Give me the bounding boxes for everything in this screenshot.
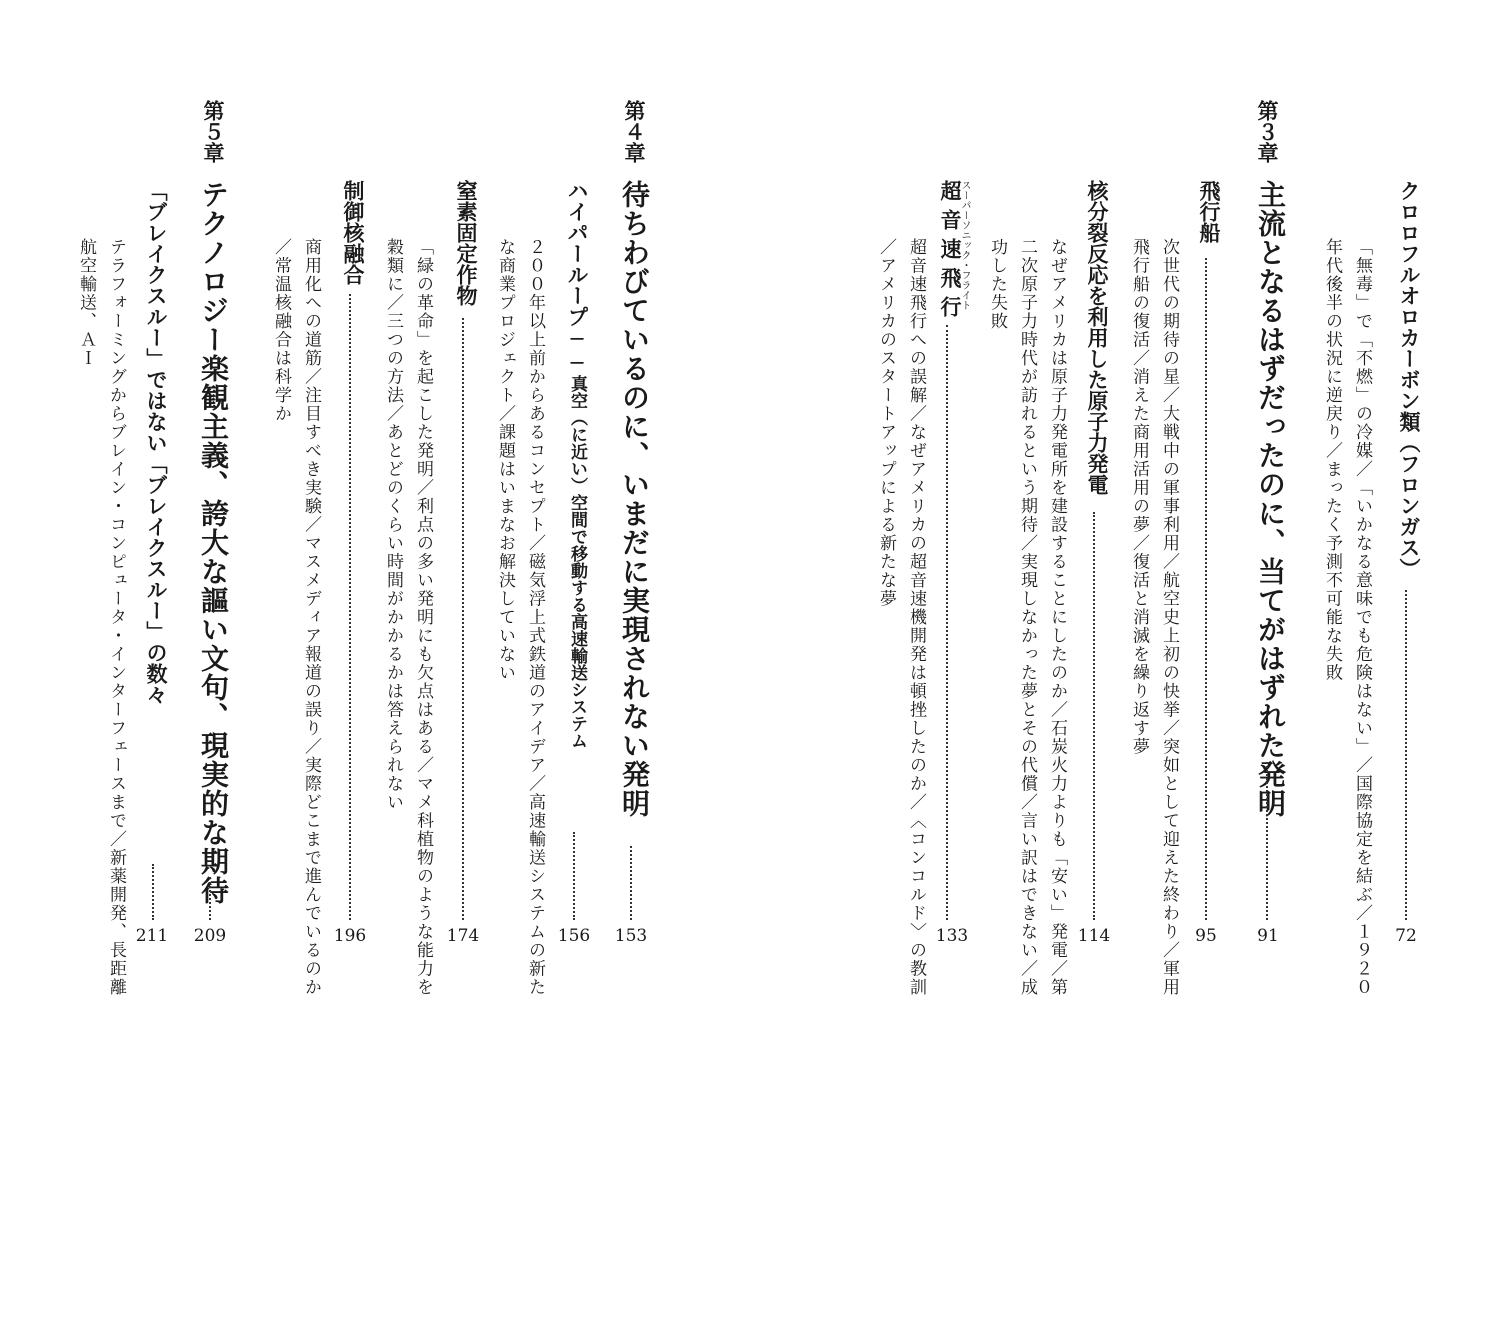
leader-dots	[152, 864, 154, 920]
section-desc-line: 功した失敗	[987, 238, 1007, 331]
page-number: 211	[135, 926, 169, 946]
section-desc-line: 航空輸送、ＡＩ	[76, 238, 96, 368]
section-desc-line: 穀類に／三つの方法／あとどのくらい時間がかかるかは答えられない	[383, 238, 403, 812]
section-desc-line: 「無毒」で「不燃」の冷媒／「いかなる意味でも危険はない」／国際協定を結ぶ／１９２０	[1352, 238, 1372, 997]
chapter-label: 第４章	[622, 100, 646, 163]
section-title-supersonic: 超音速飛行	[938, 180, 962, 325]
section-desc-line: な商業プロジェクト／課題はいまなお解決していない	[495, 238, 515, 682]
section-desc-line: 次世代の期待の星／大戦中の軍事利用／航空史上初の快挙／突如として迎えた終わり／軍用	[1159, 238, 1179, 997]
page-number: 114	[1077, 926, 1111, 946]
leader-dots	[1093, 512, 1095, 920]
leader-dots	[1405, 590, 1407, 920]
leader-dots	[349, 294, 351, 920]
leader-dots	[1266, 762, 1268, 920]
leader-dots	[462, 318, 464, 920]
page-number: 95	[1195, 926, 1217, 946]
page-number: 72	[1395, 926, 1417, 946]
section-desc-line: ２００年以上前からあるコンセプト／磁気浮上式鉄道のアイデア／高速輸送システムの新た	[525, 238, 545, 997]
chapter-label: 第５章	[201, 100, 225, 163]
page-number: 209	[193, 926, 227, 946]
section-desc-line: ／アメリカのスタートアップによる新たな夢	[876, 238, 896, 608]
section-desc-line: 二次原子力時代が訪れるという期待／実現しなかった夢とその代償／言い訳はできない／成	[1017, 238, 1037, 997]
section-title-nuclear-fission: 核分裂反応を利用した原子力発電	[1085, 180, 1109, 495]
page-number: 91	[1257, 926, 1279, 946]
section-title-sub: 真空（に近い）空間で移動する高速輸送システム	[567, 375, 587, 749]
page-number: 174	[446, 926, 480, 946]
leader-dots	[209, 877, 211, 920]
section-title-cfc: クロロフルオロカーボン類（フロンガス）	[1397, 180, 1421, 579]
section-title-breakthroughs: 「ブレイクスルー」ではない「ブレイクスルー」の数々	[144, 180, 168, 705]
leader-dots	[573, 832, 575, 920]
page-number: 153	[614, 926, 648, 946]
section-title-main: ハイパーループ──	[565, 180, 589, 375]
leader-dots	[946, 325, 948, 920]
chapter-title: テクノロジー楽観主義、誇大な謳い文句、現実的な期待	[197, 180, 230, 905]
section-title-nitrogen-fixing-crops: 窒素固定作物	[454, 180, 478, 306]
section-desc-line: 年代後半の状況に逆戻り／まったく予測不可能な失敗	[1322, 238, 1342, 682]
chapter-label: 第３章	[1255, 100, 1279, 163]
section-title-controlled-fusion: 制御核融合	[341, 180, 365, 285]
section-title-ruby: スーパーソニック・フライト	[959, 180, 970, 310]
section-desc-line: 飛行船の復活／消えた商用活用の夢／復活と消滅を繰り返す夢	[1129, 238, 1149, 756]
chapter-title: 待ちわびているのに、いまだに実現されない発明	[618, 180, 651, 818]
section-desc-line: ／常温核融合は科学か	[271, 238, 291, 423]
leader-dots	[630, 846, 632, 920]
leader-dots	[1205, 258, 1207, 920]
section-desc-line: テラフォーミングからブレイン・コンピュータ・インターフェースまで／新薬開発、長距離	[106, 238, 126, 997]
page-number: 156	[557, 926, 591, 946]
section-desc-line: 商用化への道筋／注目すべき実験／マスメディア報道の誤り／実際どこまで進んでいるのか	[301, 238, 321, 997]
section-title-hyperloop	[561, 180, 587, 1275]
section-title-airship: 飛行船	[1197, 180, 1221, 243]
section-desc-line: 「緑の革命」を起こした発明／利点の多い発明にも欠点はある／マメ科植物のような能力を	[413, 238, 433, 997]
section-desc-line: 超音速飛行への誤解／なぜアメリカの超音速機開発は頓挫したのか／〈コンコルド〉の教訓	[906, 238, 926, 997]
chapter-title: 主流となるはずだったのに、当てがはずれた発明	[1254, 180, 1287, 818]
section-desc-line: なぜアメリカは原子力発電所を建設することにしたのか／石炭火力よりも「安い」発電／第	[1047, 238, 1067, 997]
page-number: 196	[333, 926, 367, 946]
page-number: 133	[935, 926, 969, 946]
